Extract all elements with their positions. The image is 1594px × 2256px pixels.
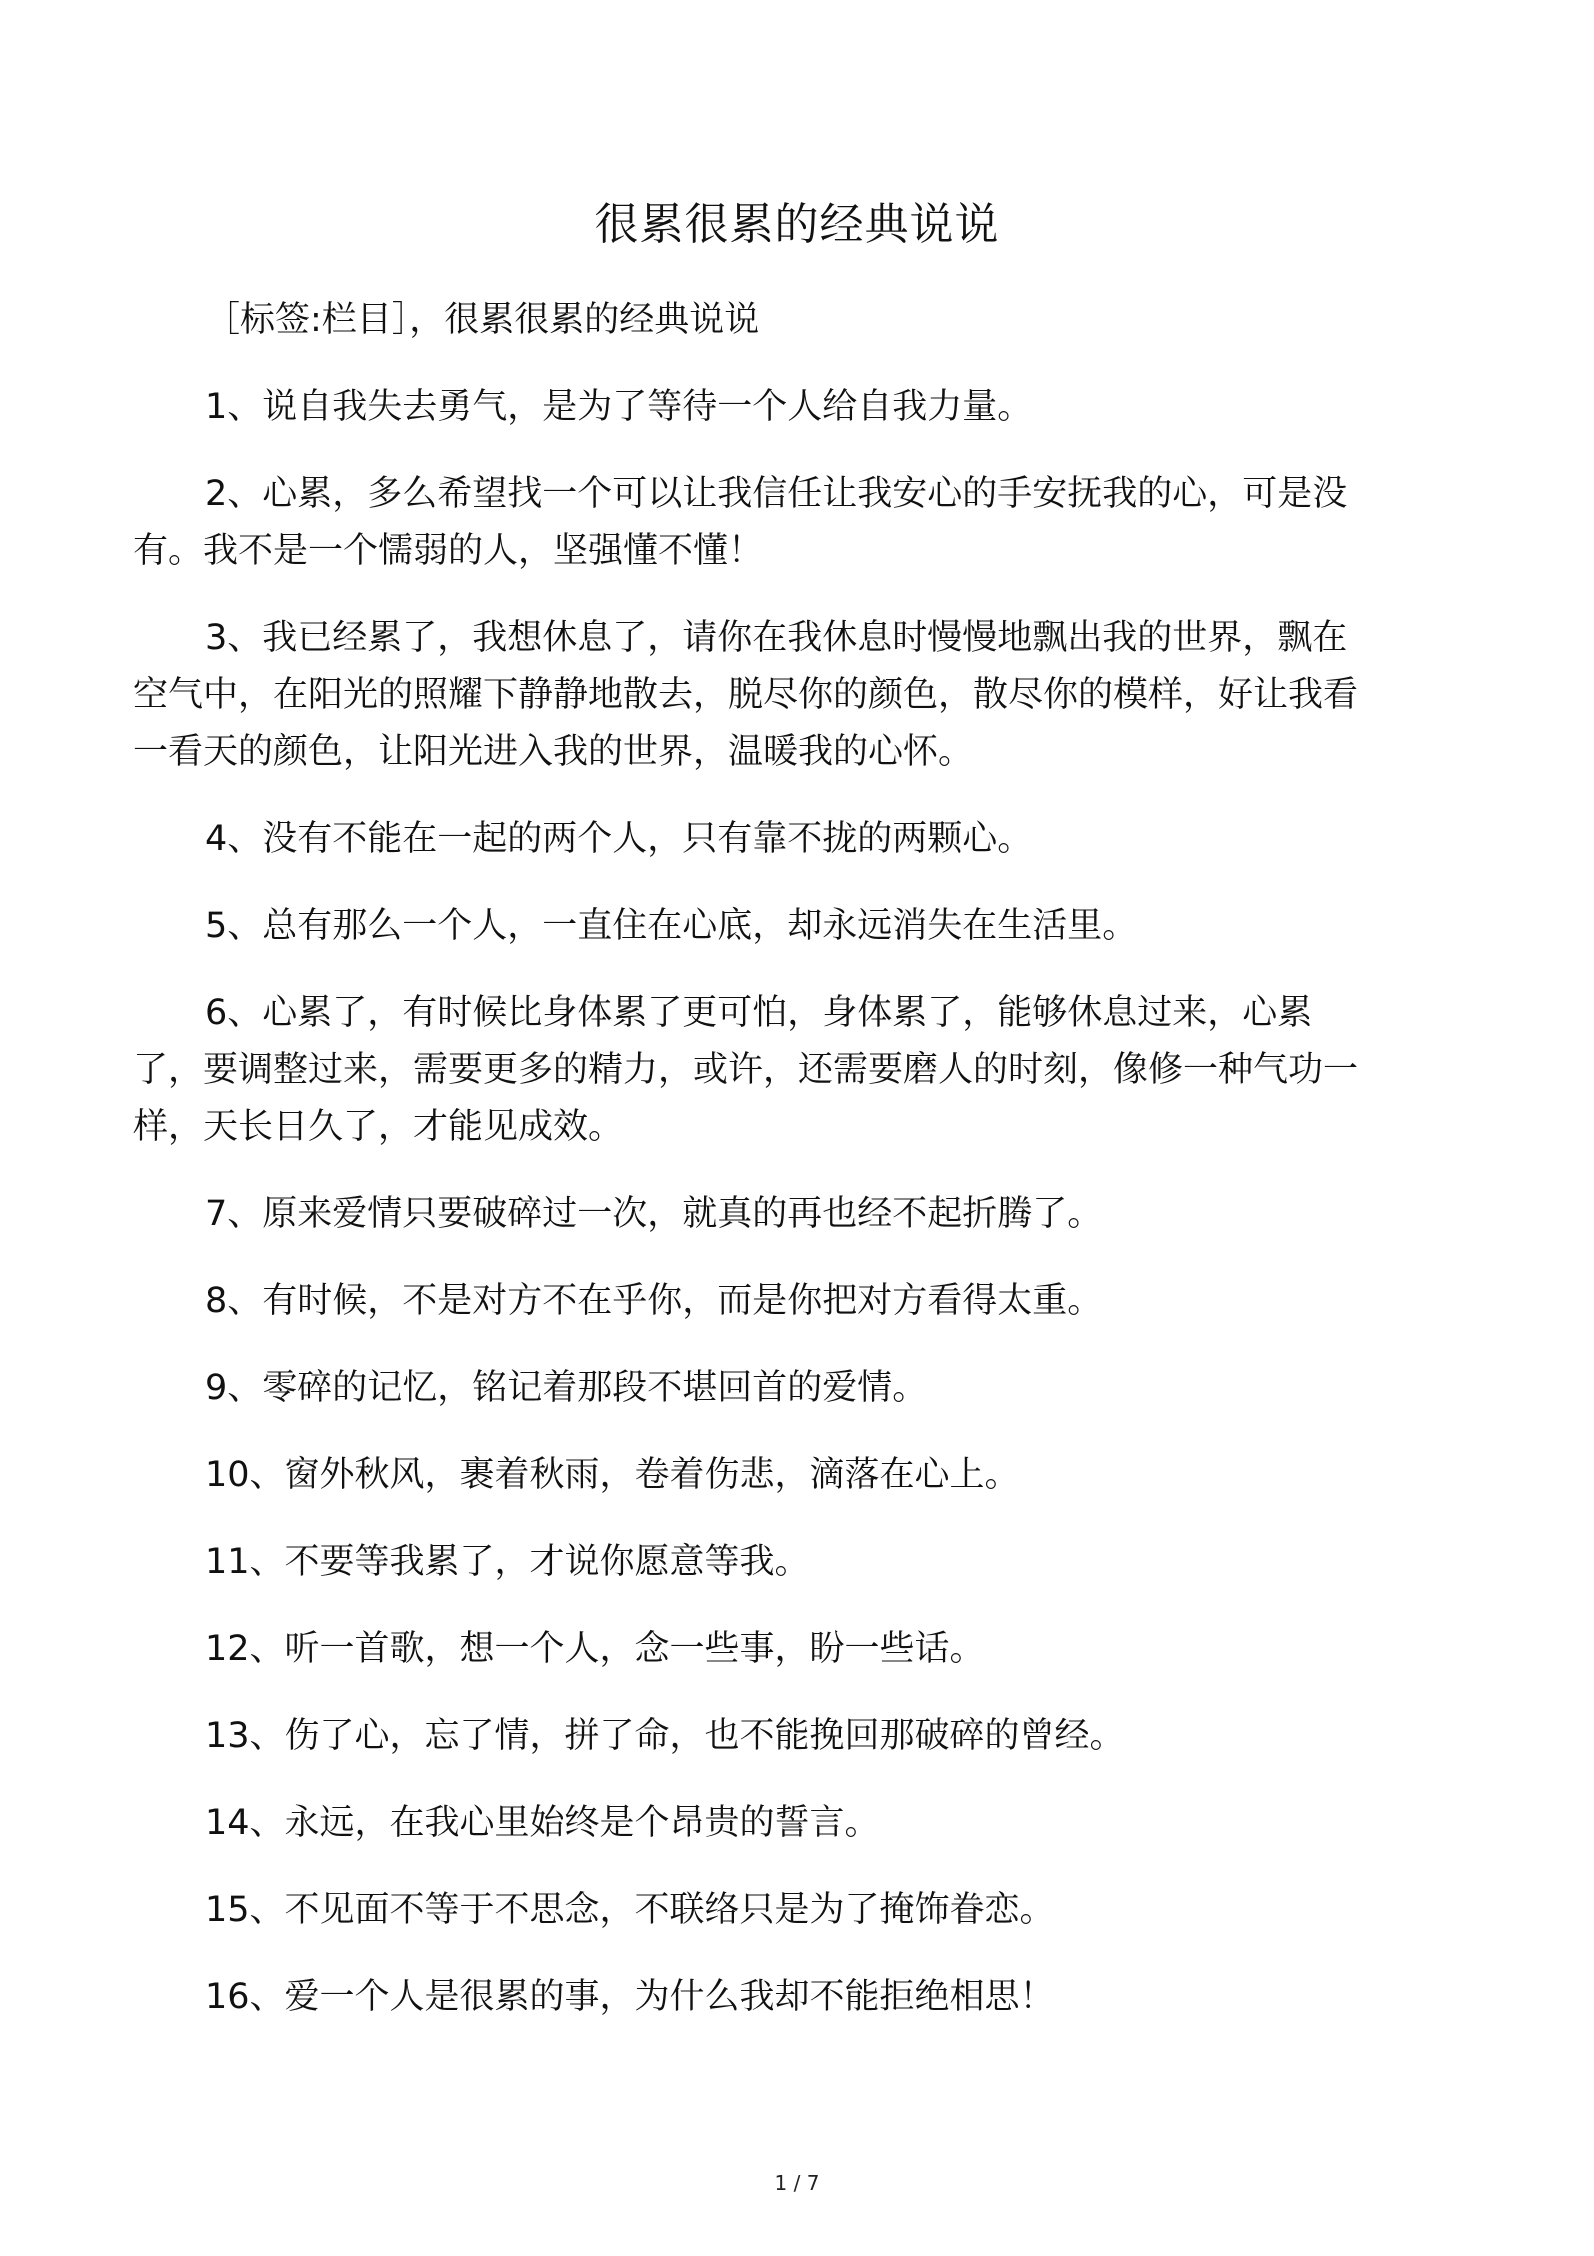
paragraph-6: 6、心累了，有时候比身体累了更可怕，身体累了，能够休息过来，心累了，要调整过来，需要更多的精力，或许，还需要磨人的时刻，像修一种气功一样，天长日久了，才能见成效。 <box>133 993 1359 1147</box>
document-body <box>133 292 1363 2056</box>
paragraph-2: 2、心累，多么希望找一个可以让我信任让我安心的手安抚我的心，可是没有。我不是一个懦弱的人，坚强懂不懂！ <box>133 474 1348 571</box>
paragraph-12: 12、听一首歌，想一个人，念一些事，盼一些话。 <box>205 1629 985 1669</box>
paragraph-4: 4、没有不能在一起的两个人，只有靠不拢的两颗心。 <box>205 819 1033 859</box>
paragraph-10: 10、窗外秋风，裹着秋雨，卷着伤悲，滴落在心上。 <box>205 1455 1020 1495</box>
paragraph-3: 3、我已经累了，我想休息了，请你在我休息时慢慢地飘出我的世界，飘在空气中，在阳光的照耀下静静地散去，脱尽你的颜色，散尽你的模样，好让我看一看天的颜色，让阳光进入我的世界，温暖我的心怀。 <box>133 618 1359 772</box>
paragraph-16: 16、爱一个人是很累的事，为什么我却不能拒绝相思！ <box>205 1977 1055 2017</box>
paragraph-15: 15、不见面不等于不思念，不联络只是为了掩饰眷恋。 <box>205 1890 1055 1930</box>
document-title: 很累很累的经典说说 <box>594 199 1000 250</box>
paragraph-7: 7、原来爱情只要破碎过一次，就真的再也经不起折腾了。 <box>205 1194 1103 1234</box>
page-number: 1 / 7 <box>774 2171 820 2195</box>
paragraph-8: 8、有时候，不是对方不在乎你，而是你把对方看得太重。 <box>205 1281 1103 1321</box>
tag-line: ［标签:栏目］，很累很累的经典说说 <box>205 300 760 340</box>
paragraph-1: 1、说自我失去勇气，是为了等待一个人给自我力量。 <box>205 387 1033 427</box>
paragraph-9: 9、零碎的记忆，铭记着那段不堪回首的爱情。 <box>205 1368 928 1408</box>
paragraph-11: 11、不要等我累了，才说你愿意等我。 <box>205 1542 810 1582</box>
paragraph-5: 5、总有那么一个人，一直住在心底，却永远消失在生活里。 <box>205 906 1138 946</box>
paragraph-14: 14、永远，在我心里始终是个昂贵的誓言。 <box>205 1803 880 1843</box>
paragraph-13: 13、伤了心，忘了情，拼了命，也不能挽回那破碎的曾经。 <box>205 1716 1125 1756</box>
